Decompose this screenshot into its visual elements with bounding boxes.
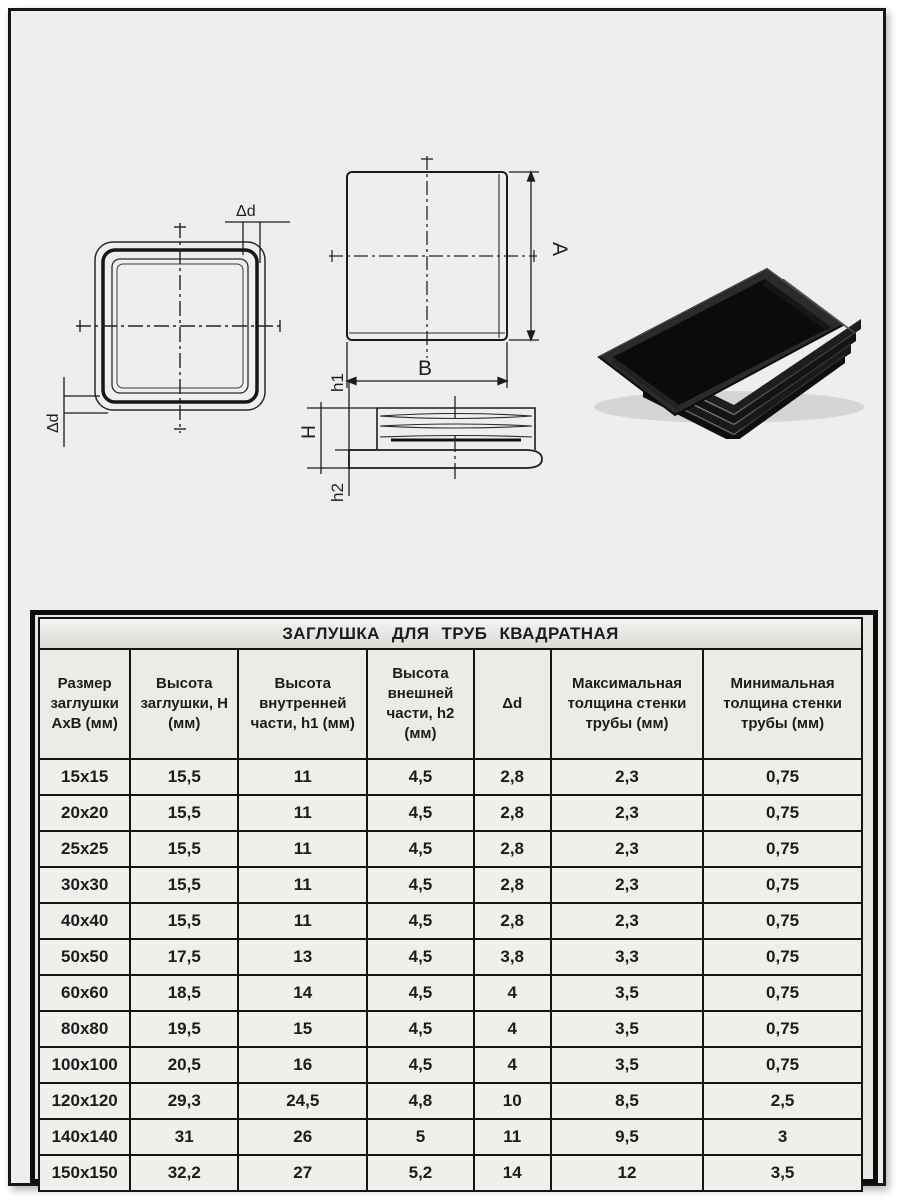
value-cell: 4,5 (367, 1011, 473, 1047)
value-cell: 16 (238, 1047, 367, 1083)
value-cell: 2,5 (703, 1083, 862, 1119)
value-cell: 4,5 (367, 975, 473, 1011)
table-row (39, 867, 862, 903)
value-cell: 8,5 (551, 1083, 703, 1119)
table-header-row (39, 649, 862, 759)
value-cell: 10 (474, 1083, 551, 1119)
label-b: B (417, 357, 433, 380)
table-row (39, 1155, 862, 1191)
value-cell: 15 (238, 1011, 367, 1047)
value-cell: 14 (238, 975, 367, 1011)
value-cell: 3,5 (551, 975, 703, 1011)
size-cell: 150x150 (39, 1155, 130, 1191)
value-cell: 11 (474, 1119, 551, 1155)
value-cell: 12 (551, 1155, 703, 1191)
value-cell: 0,75 (703, 903, 862, 939)
value-cell: 11 (238, 795, 367, 831)
value-cell: 5 (367, 1119, 473, 1155)
table-row (39, 903, 862, 939)
table-row (39, 795, 862, 831)
value-cell: 0,75 (703, 795, 862, 831)
column-header-1: Высота заглушки, Н (мм) (130, 649, 238, 759)
value-cell: 15,5 (130, 759, 238, 795)
table-row (39, 975, 862, 1011)
value-cell: 4,8 (367, 1083, 473, 1119)
column-header-2: Высота внутренней части, h1 (мм) (238, 649, 367, 759)
value-cell: 18,5 (130, 975, 238, 1011)
front-dd-top-label: Δd (236, 203, 256, 220)
table-row (39, 1119, 862, 1155)
table-row (39, 1083, 862, 1119)
value-cell: 4,5 (367, 867, 473, 903)
value-cell: 4,5 (367, 1047, 473, 1083)
value-cell: 2,8 (474, 831, 551, 867)
value-cell: 19,5 (130, 1011, 238, 1047)
value-cell: 3,3 (551, 939, 703, 975)
value-cell: 26 (238, 1119, 367, 1155)
plug-photo (569, 239, 884, 439)
value-cell: 3 (703, 1119, 862, 1155)
value-cell: 4,5 (367, 903, 473, 939)
value-cell: 4,5 (367, 795, 473, 831)
size-cell: 15x15 (39, 759, 130, 795)
top-view-centerlines (329, 156, 537, 358)
label-h1: h1 (328, 373, 347, 392)
spec-table-frame (30, 610, 878, 1184)
table-row (39, 1011, 862, 1047)
value-cell: 0,75 (703, 867, 862, 903)
value-cell: 15,5 (130, 795, 238, 831)
value-cell: 4,5 (367, 939, 473, 975)
value-cell: 3,5 (551, 1047, 703, 1083)
value-cell: 11 (238, 759, 367, 795)
label-h2: h2 (328, 483, 347, 502)
value-cell: 2,3 (551, 759, 703, 795)
front-dd-left-label: Δd (45, 413, 62, 433)
value-cell: 2,8 (474, 795, 551, 831)
spec-table (38, 617, 863, 1192)
value-cell: 2,3 (551, 795, 703, 831)
size-cell: 100x100 (39, 1047, 130, 1083)
value-cell: 29,3 (130, 1083, 238, 1119)
value-cell: 2,8 (474, 759, 551, 795)
value-cell: 13 (238, 939, 367, 975)
size-cell: 120x120 (39, 1083, 130, 1119)
value-cell: 27 (238, 1155, 367, 1191)
column-header-5: Максимальная толщина стенки трубы (мм) (551, 649, 703, 759)
value-cell: 31 (130, 1119, 238, 1155)
value-cell: 11 (238, 831, 367, 867)
value-cell: 0,75 (703, 1047, 862, 1083)
projection-drawing (285, 150, 575, 505)
value-cell: 2,3 (551, 831, 703, 867)
size-cell: 25x25 (39, 831, 130, 867)
value-cell: 4 (474, 1047, 551, 1083)
size-cell: 20x20 (39, 795, 130, 831)
value-cell: 0,75 (703, 759, 862, 795)
front-view-drawing (40, 195, 300, 461)
column-header-0: Размер заглушки АхВ (мм) (39, 649, 130, 759)
value-cell: 20,5 (130, 1047, 238, 1083)
value-cell: 14 (474, 1155, 551, 1191)
value-cell: 0,75 (703, 831, 862, 867)
value-cell: 15,5 (130, 831, 238, 867)
value-cell: 9,5 (551, 1119, 703, 1155)
size-cell: 50x50 (39, 939, 130, 975)
value-cell: 11 (238, 903, 367, 939)
table-title-row (39, 618, 862, 649)
size-cell: 60x60 (39, 975, 130, 1011)
value-cell: 0,75 (703, 975, 862, 1011)
label-h: H (299, 425, 320, 439)
size-cell: 30x30 (39, 867, 130, 903)
value-cell: 3,8 (474, 939, 551, 975)
value-cell: 32,2 (130, 1155, 238, 1191)
label-a: A (548, 241, 571, 257)
value-cell: 24,5 (238, 1083, 367, 1119)
value-cell: 15,5 (130, 903, 238, 939)
value-cell: 0,75 (703, 939, 862, 975)
size-cell: 40x40 (39, 903, 130, 939)
value-cell: 4,5 (367, 759, 473, 795)
value-cell: 3,5 (703, 1155, 862, 1191)
size-cell: 140x140 (39, 1119, 130, 1155)
table-title: ЗАГЛУШКА ДЛЯ ТРУБ КВАДРАТНАЯ (39, 618, 862, 649)
value-cell: 2,3 (551, 867, 703, 903)
value-cell: 17,5 (130, 939, 238, 975)
table-row (39, 759, 862, 795)
table-row (39, 831, 862, 867)
value-cell: 11 (238, 867, 367, 903)
value-cell: 4,5 (367, 831, 473, 867)
column-header-4: Δd (474, 649, 551, 759)
value-cell: 15,5 (130, 867, 238, 903)
value-cell: 0,75 (703, 1011, 862, 1047)
value-cell: 2,8 (474, 903, 551, 939)
value-cell: 2,8 (474, 867, 551, 903)
value-cell: 4 (474, 1011, 551, 1047)
value-cell: 4 (474, 975, 551, 1011)
column-header-6: Минимальная толщина стенки трубы (мм) (703, 649, 862, 759)
value-cell: 2,3 (551, 903, 703, 939)
table-row (39, 1047, 862, 1083)
value-cell: 3,5 (551, 1011, 703, 1047)
side-view (349, 396, 542, 482)
table-row (39, 939, 862, 975)
value-cell: 5,2 (367, 1155, 473, 1191)
size-cell: 80x80 (39, 1011, 130, 1047)
panel (8, 8, 886, 1186)
column-header-3: Высота внешней части, h2 (мм) (367, 649, 473, 759)
